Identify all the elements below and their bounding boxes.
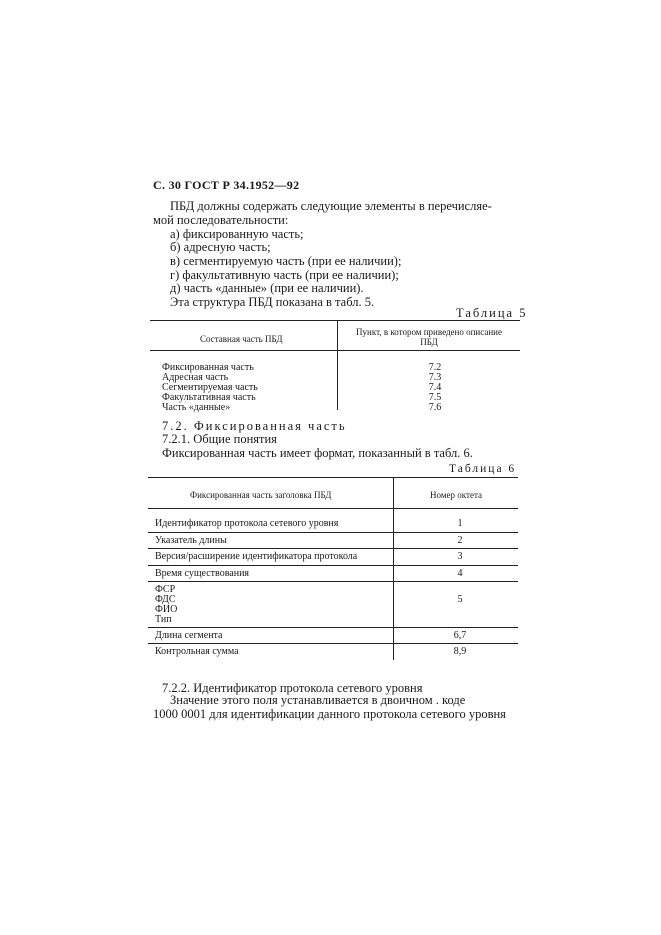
table6-row-rule xyxy=(148,565,518,566)
table6-top-rule xyxy=(148,477,518,478)
table6-field: Время существования xyxy=(155,568,250,579)
intro-line: г) факультативную часть (при ее наличии); xyxy=(170,268,399,282)
table5-column-divider xyxy=(337,320,338,410)
table6-caption: Таблица 6 xyxy=(449,463,517,475)
intro-line: Эта структура ПБД показана в табл. 5. xyxy=(170,295,375,309)
table5-ref: 7.5 xyxy=(428,392,442,403)
intro-line: ПБД должны содержать следующие элементы в перечисляе- xyxy=(170,199,492,213)
table6-field: Тип xyxy=(155,614,172,625)
table6-octet: 1 xyxy=(457,518,463,529)
table6-field: ФДС xyxy=(155,594,176,605)
table6-row-rule xyxy=(148,627,518,628)
table6-row-rule xyxy=(148,643,518,644)
intro-line: д) часть «данные» (при ее наличии). xyxy=(170,281,364,295)
table6-field: Идентификатор протокола сетевого уровня xyxy=(155,518,339,529)
table6-octet: 2 xyxy=(457,535,463,546)
page-header: С. 30 ГОСТ Р 34.1952—92 xyxy=(153,178,300,192)
intro-line: в) сегментируемую часть (при ее наличии); xyxy=(170,254,402,268)
table6-row-rule xyxy=(148,532,518,533)
table5-part: Адресная часть xyxy=(162,372,229,383)
table5-ref: 7.4 xyxy=(428,382,442,393)
table5-caption: Таблица 5 xyxy=(456,306,528,320)
table6-field: ФСР xyxy=(155,584,176,595)
table5-part: Факультативная часть xyxy=(162,392,256,403)
table6-row-rule xyxy=(148,548,518,549)
table5-part: Фиксированная часть xyxy=(162,362,254,373)
table6-column-divider xyxy=(393,477,394,660)
body-line: 1000 0001 для идентификации данного протокола сетевого уровня xyxy=(153,707,506,721)
intro-line: б) адресную часть; xyxy=(170,240,271,254)
table6-field: ФИО xyxy=(155,604,178,615)
table6-row-rule xyxy=(148,581,518,582)
table6-field: Версия/расширение идентификатора протокола xyxy=(155,551,358,562)
section-heading: 7.2. Фиксированная часть xyxy=(162,419,347,433)
table6-col2-header: Номер октета xyxy=(430,490,482,500)
table6-octet: 5 xyxy=(457,594,463,605)
table5-ref: 7.3 xyxy=(428,372,442,383)
table6-field: Длина сегмента xyxy=(155,630,223,641)
table6-octet: 4 xyxy=(457,568,463,579)
table6-octet: 8,9 xyxy=(453,646,467,657)
table5-header-rule xyxy=(150,350,520,351)
table5-ref: 7.6 xyxy=(428,402,442,413)
table6-field: Контрольная сумма xyxy=(155,646,239,657)
table5-col2-header: ПБД xyxy=(420,337,438,347)
subsection-heading: 7.2.1. Общие понятия xyxy=(162,432,277,446)
subsection-heading: 7.2.2. Идентификатор протокола сетевого уровня xyxy=(162,681,423,695)
table5-ref: 7.2 xyxy=(428,362,442,373)
intro-line: а) фиксированную часть; xyxy=(170,227,304,241)
table6-octet: 6,7 xyxy=(453,630,467,641)
section-text: Фиксированная часть имеет формат, показанный в табл. 6. xyxy=(162,446,473,460)
table6-octet: 3 xyxy=(457,551,463,562)
table6-col1-header: Фиксированная часть заголовка ПБД xyxy=(190,490,332,500)
table6-field: Указатель длины xyxy=(155,535,227,546)
table5-col2-header: Пункт, в котором приведено описание xyxy=(356,327,502,337)
table5-part: Часть «данные» xyxy=(162,402,231,413)
table5-top-rule xyxy=(150,320,520,321)
intro-line: мой последовательности: xyxy=(153,213,289,227)
table5-col1-header: Составная часть ПБД xyxy=(200,334,283,344)
body-line: Значение этого поля устанавливается в двоичном . коде xyxy=(170,693,466,707)
table6-header-rule xyxy=(148,508,518,509)
table5-part: Сегментируемая часть xyxy=(162,382,258,393)
